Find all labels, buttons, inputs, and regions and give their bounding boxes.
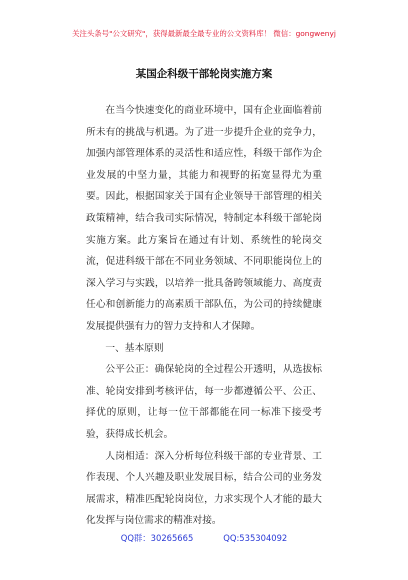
section-heading-basic-principles: 一、基本原则 [105,342,164,354]
footer-qq-group: QQ群：30265665 [120,533,194,543]
footer-qq-number: QQ:535304092 [223,533,288,543]
document-body [86,100,322,532]
principle-person-job-fit-paragraph: 人岗相适：深入分析每位科级干部的专业背景、工作表现、个人兴趣及职业发展目标，结合公司的业务发展需求，精准匹配轮岗岗位，力求实现个人才能的最大化发挥与岗位需求的精准对接。 [86,450,322,527]
footer-contact [0,532,408,544]
intro-paragraph: 在当今快速变化的商业环境中，国有企业面临着前所未有的挑战与机遇。为了进一步提升企业的竞争力，加强内部管理体系的灵活性和适应性，科级干部作为企业发展的中坚力量，其能力和视野的拓宽显得尤为重要。因此，根据国家关于国有企业领导干部管理的相关政策精神，结合我司实际情况，特制定本科级干部轮岗实施方案。此方案旨在通过有计划、系统性的轮岗交流，促进科级干部在不同业务领域、不同职能岗位上的深入学习与实践，以培养一批具备跨领域能力、高度责任心和创新能力的高素质干部队伍，为公司的持续健康发展提供强有力的智力支持和人才保障。 [86,105,322,332]
principle-fairness-paragraph: 公平公正：确保轮岗的全过程公开透明，从选拔标准、轮岗安排到考核评估，每一步都遵循公平、公正、择优的原则，让每一位干部都能在同一标准下接受考验，获得成长机会。 [86,364,322,440]
header-promo-note: 关注头条号"公文研究"，获得最新最全最专业的公文资料库！ 微信：gongwenyj [72,29,336,38]
document-title: 某国企科级干部轮岗实施方案 [135,68,273,80]
